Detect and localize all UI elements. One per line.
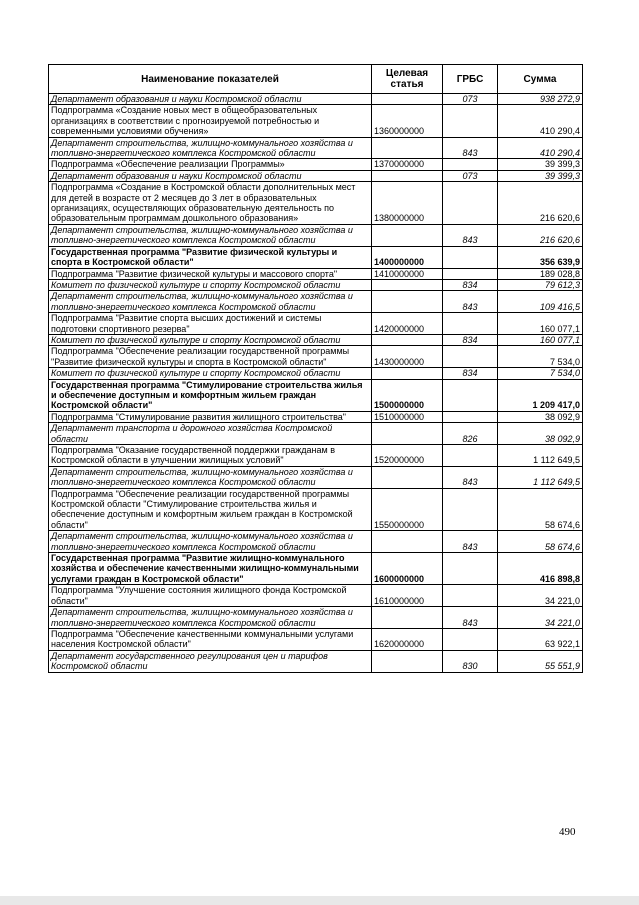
row-target-article-cell [372, 650, 443, 672]
row-name-cell: Департамент строительства, жилищно-коммунального хозяйства и топливно-энергетического комплекса Костромской области [49, 137, 372, 159]
row-grbs-cell: 843 [443, 291, 498, 313]
row-grbs-cell: 843 [443, 224, 498, 246]
table-row [49, 224, 583, 246]
row-target-article-cell [372, 170, 443, 181]
row-name-cell: Комитет по физической культуре и спорту Костромской области [49, 279, 372, 290]
table-row [49, 346, 583, 368]
row-sum-cell: 55 551,9 [498, 650, 583, 672]
row-grbs-cell: 073 [443, 94, 498, 105]
row-sum-cell: 38 092,9 [498, 423, 583, 445]
row-grbs-cell [443, 585, 498, 607]
row-target-article-cell [372, 531, 443, 553]
row-name-cell: Департамент строительства, жилищно-коммунального хозяйства и топливно-энергетического комплекса Костромской области [49, 291, 372, 313]
table-row [49, 268, 583, 279]
row-target-article-cell: 1500000000 [372, 379, 443, 411]
row-grbs-cell [443, 379, 498, 411]
row-grbs-cell [443, 346, 498, 368]
row-sum-cell: 1 112 649,5 [498, 445, 583, 467]
row-target-article-cell: 1520000000 [372, 445, 443, 467]
row-name-cell: Департамент строительства, жилищно-коммунального хозяйства и топливно-энергетического комплекса Костромской области [49, 607, 372, 629]
row-target-article-cell [372, 334, 443, 345]
row-target-article-cell: 1380000000 [372, 182, 443, 225]
row-sum-cell: 1 112 649,5 [498, 466, 583, 488]
row-sum-cell: 410 290,4 [498, 105, 583, 137]
row-grbs-cell: 843 [443, 137, 498, 159]
row-target-article-cell: 1360000000 [372, 105, 443, 137]
row-target-article-cell: 1370000000 [372, 159, 443, 170]
table-row [49, 334, 583, 345]
row-target-article-cell [372, 607, 443, 629]
row-target-article-cell [372, 423, 443, 445]
table-header-row [49, 65, 583, 94]
scan-edge-strip [0, 896, 639, 905]
row-target-article-cell [372, 137, 443, 159]
row-grbs-cell: 073 [443, 170, 498, 181]
row-sum-cell: 38 092,9 [498, 411, 583, 422]
row-name-cell: Подпрограмма "Обеспечение качественными коммунальными услугами населения Костромской области" [49, 628, 372, 650]
row-grbs-cell: 826 [443, 423, 498, 445]
table-row [49, 466, 583, 488]
row-name-cell: Комитет по физической культуре и спорту Костромской области [49, 334, 372, 345]
row-sum-cell: 63 922,1 [498, 628, 583, 650]
row-target-article-cell: 1400000000 [372, 246, 443, 268]
table-row [49, 423, 583, 445]
table-row [49, 607, 583, 629]
row-grbs-cell [443, 445, 498, 467]
row-name-cell: Комитет по физической культуре и спорту Костромской области [49, 368, 372, 379]
row-target-article-cell: 1600000000 [372, 553, 443, 585]
table-row [49, 531, 583, 553]
row-target-article-cell: 1430000000 [372, 346, 443, 368]
row-grbs-cell [443, 553, 498, 585]
page-number: 490 [559, 826, 576, 838]
table-row [49, 445, 583, 467]
table-row [49, 628, 583, 650]
header-name: Наименование показателей [49, 65, 372, 94]
row-sum-cell: 79 612,3 [498, 279, 583, 290]
row-grbs-cell [443, 268, 498, 279]
row-sum-cell: 416 898,8 [498, 553, 583, 585]
row-name-cell: Государственная программа "Развитие физической культуры и спорта в Костромской области" [49, 246, 372, 268]
row-target-article-cell: 1510000000 [372, 411, 443, 422]
row-grbs-cell [443, 182, 498, 225]
row-sum-cell: 58 674,6 [498, 488, 583, 531]
table-body [49, 94, 583, 673]
header-grbs: ГРБС [443, 65, 498, 94]
row-name-cell: Подпрограмма «Создание новых мест в общеобразовательных организациях в соответствии с прогнозируемой потребностью и современными условиями обучения» [49, 105, 372, 137]
row-sum-cell: 34 221,0 [498, 585, 583, 607]
row-grbs-cell: 843 [443, 466, 498, 488]
row-grbs-cell: 843 [443, 607, 498, 629]
row-grbs-cell: 830 [443, 650, 498, 672]
row-name-cell: Подпрограмма "Обеспечение реализации государственной программы Костромской области "Стимулирование строительства жилья и обеспечение доступным и комфортным жильем граждан в Костромской области" [49, 488, 372, 531]
row-grbs-cell [443, 246, 498, 268]
table-row [49, 291, 583, 313]
row-target-article-cell: 1620000000 [372, 628, 443, 650]
table-row [49, 105, 583, 137]
row-name-cell: Подпрограмма "Развитие спорта высших достижений и системы подготовки спортивного резерва" [49, 313, 372, 335]
row-sum-cell: 7 534,0 [498, 368, 583, 379]
table-row [49, 94, 583, 105]
row-sum-cell: 410 290,4 [498, 137, 583, 159]
row-target-article-cell [372, 466, 443, 488]
table-row [49, 137, 583, 159]
row-grbs-cell: 834 [443, 334, 498, 345]
row-sum-cell: 39 399,3 [498, 170, 583, 181]
row-sum-cell: 938 272,9 [498, 94, 583, 105]
header-sum: Сумма [498, 65, 583, 94]
row-target-article-cell: 1420000000 [372, 313, 443, 335]
row-target-article-cell: 1410000000 [372, 268, 443, 279]
row-target-article-cell: 1610000000 [372, 585, 443, 607]
row-grbs-cell [443, 313, 498, 335]
row-grbs-cell [443, 105, 498, 137]
row-sum-cell: 356 639,9 [498, 246, 583, 268]
row-name-cell: Государственная программа "Развитие жилищно-коммунального хозяйства и обеспечение качественными жилищно-коммунальными услугами граждан в Костромской области" [49, 553, 372, 585]
table-row [49, 313, 583, 335]
row-sum-cell: 160 077,1 [498, 334, 583, 345]
row-target-article-cell [372, 291, 443, 313]
row-sum-cell: 34 221,0 [498, 607, 583, 629]
row-name-cell: Подпрограмма «Создание в Костромской области дополнительных мест для детей в возрасте от 2 месяцев до 3 лет в образовательных организациях, осуществляющих образовательную деятельность по образовательным программам дошкольного образования» [49, 182, 372, 225]
row-name-cell: Подпрограмма "Улучшение состояния жилищного фонда Костромской области" [49, 585, 372, 607]
row-grbs-cell [443, 488, 498, 531]
row-sum-cell: 39 399,3 [498, 159, 583, 170]
row-name-cell: Департамент строительства, жилищно-коммунального хозяйства и топливно-энергетического комплекса Костромской области [49, 531, 372, 553]
table-row [49, 182, 583, 225]
table-row [49, 170, 583, 181]
row-target-article-cell [372, 279, 443, 290]
row-sum-cell: 189 028,8 [498, 268, 583, 279]
row-name-cell: Государственная программа "Стимулирование строительства жилья и обеспечение доступным и комфортным жильем граждан Костромской области" [49, 379, 372, 411]
table-row [49, 159, 583, 170]
row-sum-cell: 7 534,0 [498, 346, 583, 368]
row-name-cell: Подпрограмма «Обеспечение реализации Программы» [49, 159, 372, 170]
row-grbs-cell: 834 [443, 368, 498, 379]
row-sum-cell: 216 620,6 [498, 182, 583, 225]
row-grbs-cell [443, 628, 498, 650]
row-grbs-cell: 834 [443, 279, 498, 290]
table-row [49, 368, 583, 379]
row-sum-cell: 216 620,6 [498, 224, 583, 246]
table-row [49, 585, 583, 607]
row-name-cell: Департамент строительства, жилищно-коммунального хозяйства и топливно-энергетического комплекса Костромской области [49, 224, 372, 246]
row-target-article-cell [372, 224, 443, 246]
row-sum-cell: 58 674,6 [498, 531, 583, 553]
table-row [49, 246, 583, 268]
row-grbs-cell: 843 [443, 531, 498, 553]
row-name-cell: Департамент образования и науки Костромской области [49, 170, 372, 181]
row-name-cell: Департамент транспорта и дорожного хозяйства Костромской области [49, 423, 372, 445]
row-target-article-cell [372, 368, 443, 379]
table-row [49, 411, 583, 422]
table-row [49, 279, 583, 290]
budget-table [48, 64, 583, 673]
row-sum-cell: 1 209 417,0 [498, 379, 583, 411]
row-grbs-cell [443, 411, 498, 422]
row-sum-cell: 160 077,1 [498, 313, 583, 335]
row-grbs-cell [443, 159, 498, 170]
row-name-cell: Подпрограмма "Оказание государственной поддержки гражданам в Костромской области в улучшении жилищных условий" [49, 445, 372, 467]
row-name-cell: Подпрограмма "Развитие физической культуры и массового спорта" [49, 268, 372, 279]
table-row [49, 553, 583, 585]
table-row [49, 488, 583, 531]
row-target-article-cell [372, 94, 443, 105]
table-row [49, 650, 583, 672]
row-name-cell: Департамент строительства, жилищно-коммунального хозяйства и топливно-энергетического комплекса Костромской области [49, 466, 372, 488]
header-target-article: Целевая статья [372, 65, 443, 94]
row-sum-cell: 109 416,5 [498, 291, 583, 313]
row-target-article-cell: 1550000000 [372, 488, 443, 531]
row-name-cell: Департамент государственного регулирования цен и тарифов Костромской области [49, 650, 372, 672]
table-row [49, 379, 583, 411]
row-name-cell: Департамент образования и науки Костромской области [49, 94, 372, 105]
row-name-cell: Подпрограмма "Стимулирование развития жилищного строительства" [49, 411, 372, 422]
row-name-cell: Подпрограмма "Обеспечение реализации государственной программы "Развитие физической культуры и спорта в Костромской области" [49, 346, 372, 368]
